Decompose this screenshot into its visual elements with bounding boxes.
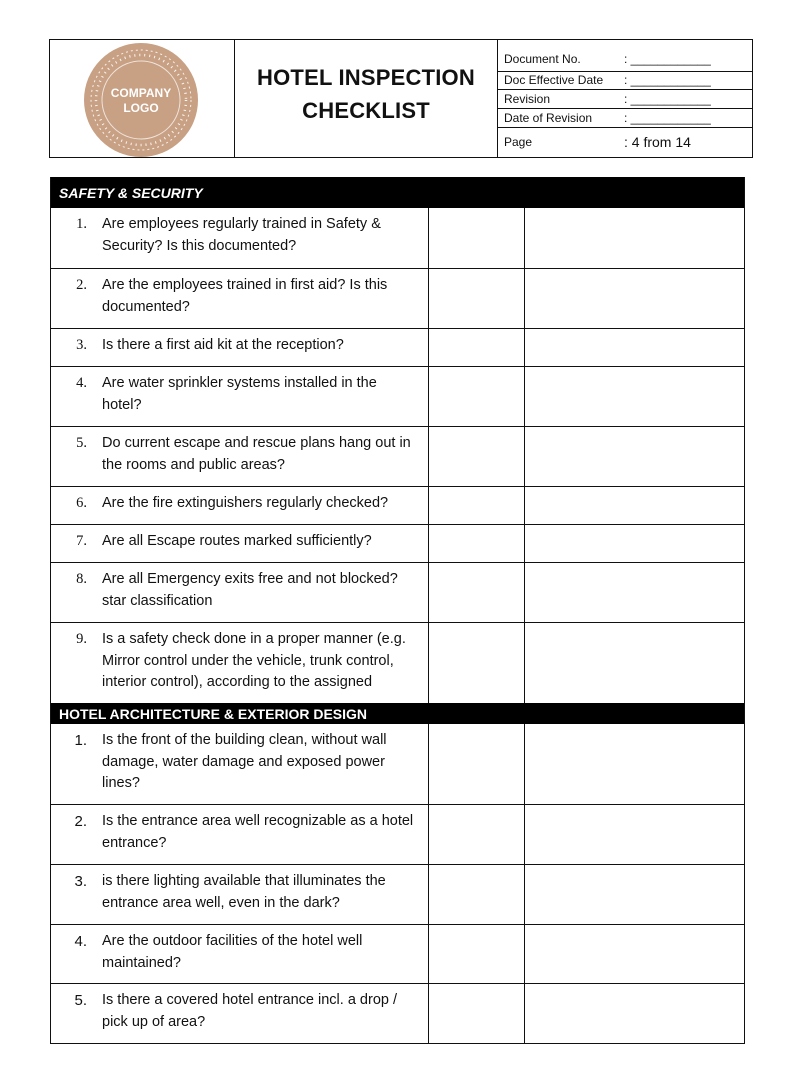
item-number: 1. — [76, 216, 87, 232]
question-cell — [51, 724, 429, 804]
item-number: 7. — [76, 533, 87, 549]
remarks-cell[interactable] — [525, 208, 744, 268]
check-cell[interactable] — [429, 427, 525, 486]
check-cell[interactable] — [429, 805, 525, 864]
table-row — [51, 622, 744, 703]
title-cell — [235, 40, 498, 157]
section-header-safety: SAFETY & SECURITY — [51, 177, 744, 208]
document-title-line-1: HOTEL INSPECTION — [257, 64, 475, 90]
item-number: 6. — [76, 495, 87, 511]
question-cell — [51, 329, 429, 366]
question-cell — [51, 623, 429, 703]
item-number: 3. — [74, 873, 87, 890]
question-cell — [51, 427, 429, 486]
check-cell[interactable] — [429, 525, 525, 562]
item-number: 1. — [74, 732, 87, 749]
question-text: Are the employees trained in first aid? Is this documented? — [102, 277, 388, 315]
logo-text-company: COMPANY — [110, 86, 172, 100]
check-cell[interactable] — [429, 563, 525, 622]
meta-value: : ____________ — [624, 92, 711, 107]
item-number: 3. — [76, 337, 87, 353]
question-cell — [51, 367, 429, 426]
meta-label: Revision — [504, 92, 551, 107]
question-text: Is the entrance area well recognizable as a hotel entrance? — [102, 813, 414, 851]
document-title-line-2: CHECKLIST — [302, 97, 430, 123]
remarks-cell[interactable] — [525, 724, 744, 804]
question-text: Are water sprinkler systems installed in the hotel? — [102, 375, 377, 413]
question-text: Do current escape and rescue plans hang out in the rooms and public areas? — [102, 435, 411, 473]
check-cell[interactable] — [429, 724, 525, 804]
question-text: is there lighting available that illuminates the entrance area well, even in the dark? — [102, 873, 386, 911]
check-cell[interactable] — [429, 487, 525, 524]
table-row — [51, 268, 744, 328]
table-row — [51, 208, 744, 268]
table-row — [51, 804, 744, 864]
item-number: 4. — [76, 375, 87, 391]
page-number: : 4 from 14 — [624, 134, 691, 151]
logo-text-logo: LOGO — [123, 101, 159, 115]
check-cell[interactable] — [429, 925, 525, 983]
remarks-cell[interactable] — [525, 563, 744, 622]
remarks-cell[interactable] — [525, 329, 744, 366]
meta-row-revision — [498, 90, 752, 109]
meta-value: : ____________ — [624, 110, 711, 125]
question-cell — [51, 563, 429, 622]
check-cell[interactable] — [429, 329, 525, 366]
item-number: 4. — [74, 933, 87, 950]
item-number: 8. — [76, 571, 87, 587]
remarks-cell[interactable] — [525, 367, 744, 426]
table-row — [51, 366, 744, 426]
remarks-cell[interactable] — [525, 623, 744, 703]
meta-value: : ____________ — [624, 73, 711, 88]
remarks-cell[interactable] — [525, 925, 744, 983]
document-meta — [498, 40, 752, 157]
question-text: Are the fire extinguishers regularly checked? — [102, 495, 389, 511]
checklist-table — [50, 177, 745, 1044]
check-cell[interactable] — [429, 865, 525, 924]
item-number: 5. — [74, 992, 87, 1009]
question-cell — [51, 525, 429, 562]
meta-row-document-no — [498, 40, 752, 72]
question-cell — [51, 487, 429, 524]
question-text: Are all Escape routes marked sufficiently? — [102, 533, 372, 549]
meta-row-date-of-revision — [498, 109, 752, 128]
table-row — [51, 724, 744, 804]
question-text: Are all Emergency exits free and not blocked? star classification — [102, 571, 398, 609]
remarks-cell[interactable] — [525, 805, 744, 864]
question-cell — [51, 269, 429, 328]
table-row — [51, 524, 744, 562]
question-cell — [51, 208, 429, 268]
question-cell — [51, 805, 429, 864]
check-cell[interactable] — [429, 623, 525, 703]
question-cell — [51, 865, 429, 924]
question-cell — [51, 984, 429, 1043]
meta-label: Date of Revision — [504, 110, 593, 125]
table-row — [51, 562, 744, 622]
document-header — [49, 39, 753, 158]
table-row — [51, 426, 744, 486]
question-cell — [51, 925, 429, 983]
logo-cell — [50, 40, 235, 157]
meta-row-effective-date — [498, 72, 752, 91]
remarks-cell[interactable] — [525, 525, 744, 562]
table-row — [51, 924, 744, 983]
check-cell[interactable] — [429, 984, 525, 1043]
remarks-cell[interactable] — [525, 984, 744, 1043]
table-row — [51, 486, 744, 524]
table-row — [51, 328, 744, 366]
remarks-cell[interactable] — [525, 865, 744, 924]
meta-value: : ____________ — [624, 52, 711, 67]
check-cell[interactable] — [429, 367, 525, 426]
meta-row-page — [498, 128, 752, 157]
item-number: 2. — [74, 813, 87, 830]
question-text: Is there a covered hotel entrance incl. a drop / pick up of area? — [102, 992, 398, 1030]
question-text: Are employees regularly trained in Safety & Security? Is this documented? — [102, 216, 381, 254]
item-number: 2. — [76, 277, 87, 293]
company-logo — [83, 42, 199, 158]
check-cell[interactable] — [429, 269, 525, 328]
table-row — [51, 983, 744, 1043]
meta-label: Document No. — [504, 52, 581, 67]
meta-label: Page — [504, 135, 533, 150]
meta-label: Doc Effective Date — [504, 73, 604, 88]
question-text: Are the outdoor facilities of the hotel well maintained? — [102, 933, 363, 971]
remarks-cell[interactable] — [525, 487, 744, 524]
item-number: 9. — [76, 631, 87, 647]
question-text: Is a safety check done in a proper manner (e.g. Mirror control under the vehicle, trunk control, interior control), according to the assigned — [102, 631, 406, 690]
question-text: Is the front of the building clean, without wall damage, water damage and exposed power lines? — [102, 732, 387, 791]
question-text: Is there a first aid kit at the reception? — [102, 337, 344, 353]
check-cell[interactable] — [429, 208, 525, 268]
section-header-architecture: HOTEL ARCHITECTURE & EXTERIOR DESIGN — [51, 703, 744, 724]
table-row — [51, 864, 744, 924]
remarks-cell[interactable] — [525, 269, 744, 328]
remarks-cell[interactable] — [525, 427, 744, 486]
item-number: 5. — [76, 435, 87, 451]
